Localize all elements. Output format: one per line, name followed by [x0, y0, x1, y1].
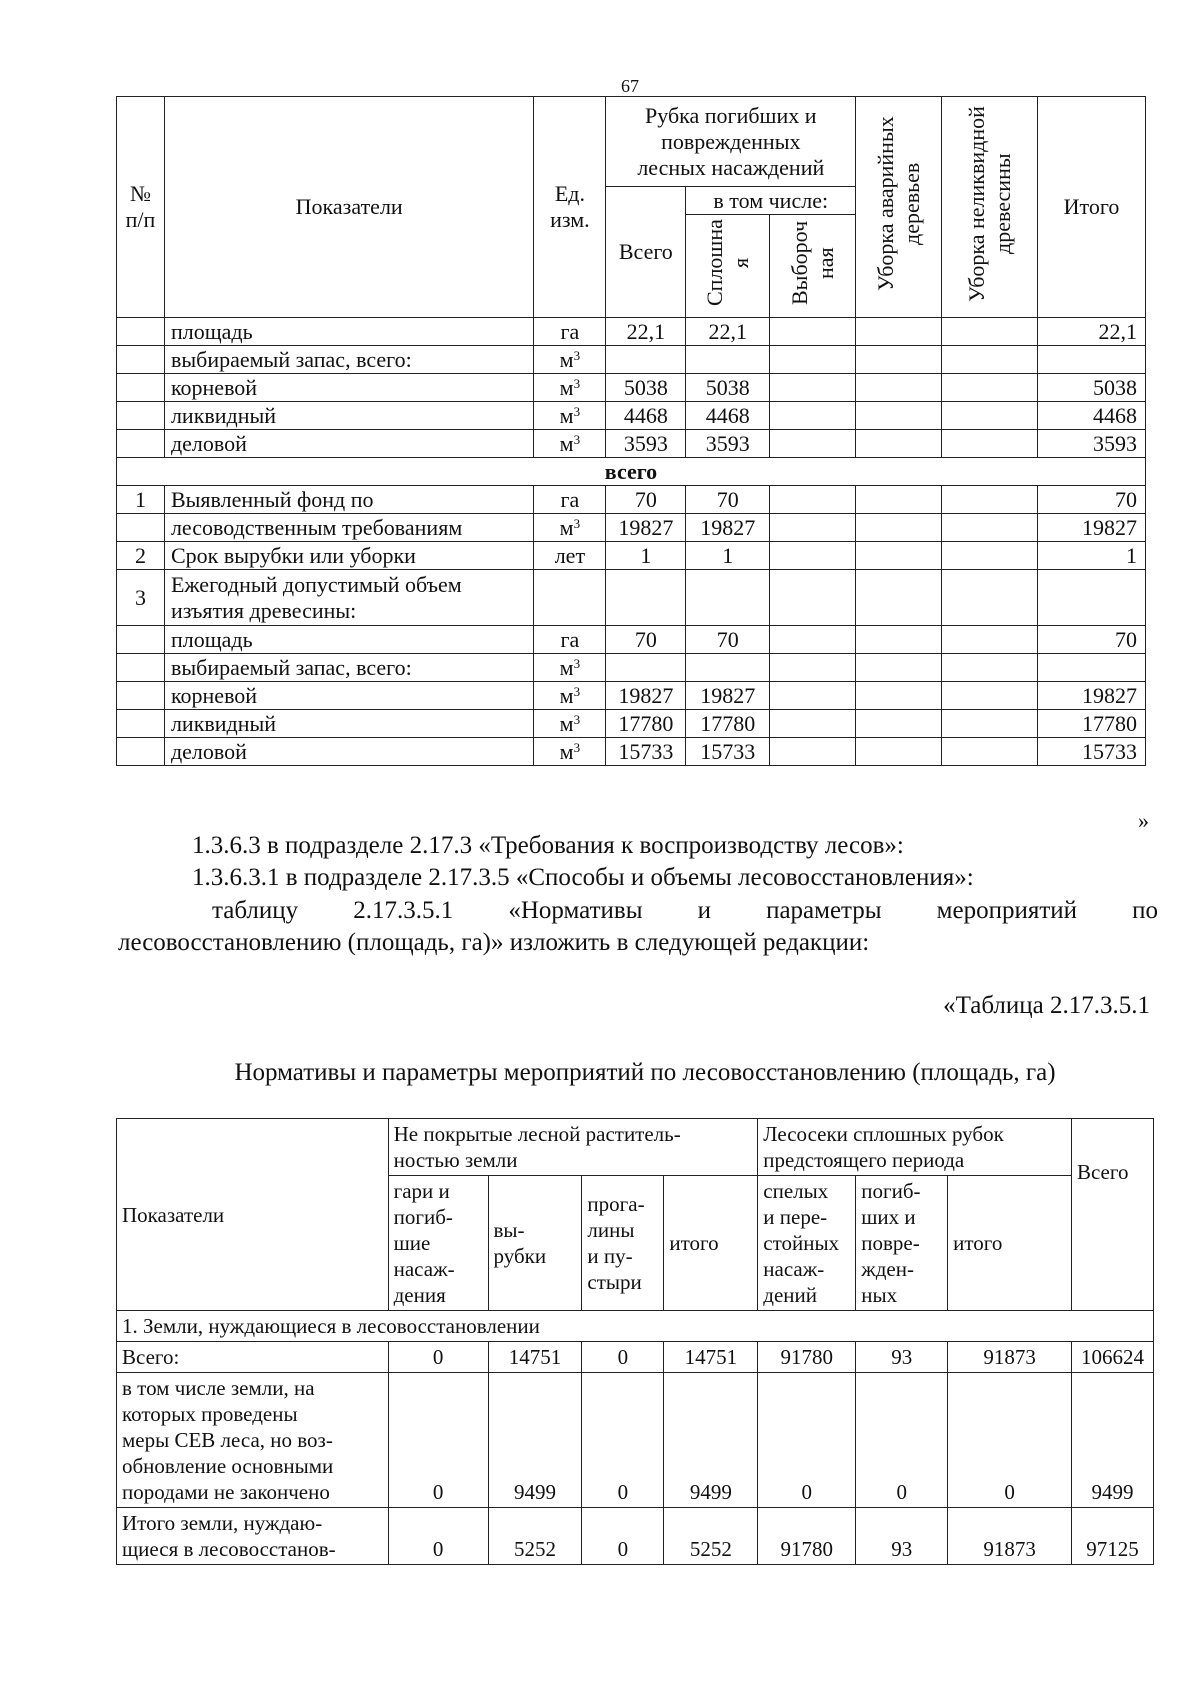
cell-illiquid: [942, 682, 1038, 710]
cell-itogo: 22,1: [1038, 318, 1146, 346]
row-value: 106624: [1071, 1342, 1153, 1373]
row-unit: га: [534, 626, 606, 654]
row-value: 0: [582, 1373, 664, 1508]
cell-itogo: [1038, 346, 1146, 374]
row-value: 97125: [1071, 1508, 1153, 1565]
cell-illiquid: [942, 318, 1038, 346]
header-indicators: Показатели: [117, 1119, 389, 1311]
paragraph-word: по: [1132, 897, 1158, 924]
cell-illiquid: [942, 430, 1038, 458]
cell-clear: 70: [686, 626, 770, 654]
cell-total-sub: [606, 346, 686, 374]
cell-total-sub: 17780: [606, 710, 686, 738]
header-total: Всего: [1071, 1119, 1153, 1311]
row-label: выбираемый запас, всего:: [164, 346, 533, 374]
table-row: [117, 1373, 1154, 1508]
row-value: 0: [388, 1342, 488, 1373]
cell-clear: 15733: [686, 738, 770, 766]
cell-illiquid: [942, 654, 1038, 682]
row-value: 5252: [488, 1508, 582, 1565]
section-lands: 1. Земли, нуждающиеся в лесовосстановлении: [117, 1311, 1154, 1342]
row-label: в том числе земли, на которых проведены меры СЕВ леса, но воз- обновление основными породами не закончено: [117, 1373, 389, 1508]
row-number: [117, 346, 165, 374]
cell-total-sub: 19827: [606, 682, 686, 710]
cell-total-sub: 3593: [606, 430, 686, 458]
row-value: 0: [582, 1342, 664, 1373]
cell-illiquid: [942, 346, 1038, 374]
table-row: [117, 682, 1146, 710]
unit-superscript: 3: [573, 739, 581, 755]
cell-selective: [770, 710, 856, 738]
table-row: [117, 374, 1146, 402]
header-cuttings: Лесосеки сплошных рубок предстоящего периода: [758, 1119, 1072, 1176]
row-unit: $м^3$: [534, 738, 606, 766]
paragraph-2: 1.3.6.3.1 в подразделе 2.17.3.5 «Способы и объемы лесовосстановления»:: [192, 864, 974, 891]
paragraph-word: таблицу: [212, 897, 299, 924]
row-value: 0: [758, 1373, 856, 1508]
cell-illiquid: [942, 514, 1038, 542]
cell-selective: [770, 542, 856, 570]
cell-clear: 22,1: [686, 318, 770, 346]
cell-illiquid: [942, 486, 1038, 514]
header-mature: спелых и пере- стойных насаж- дений: [758, 1176, 856, 1311]
row-value: 91780: [758, 1508, 856, 1565]
cell-selective: [770, 626, 856, 654]
unit-superscript: 3: [573, 515, 581, 531]
cell-illiquid: [942, 374, 1038, 402]
paragraph-word: параметры: [766, 897, 882, 924]
table-row: [117, 710, 1146, 738]
row-unit: $м^3$: [534, 346, 606, 374]
table-row: [117, 318, 1146, 346]
header-glades: прога- лины и пу- стыри: [582, 1176, 664, 1311]
cell-emergency: [856, 514, 942, 542]
cell-total-sub: 70: [606, 486, 686, 514]
row-number: [117, 430, 165, 458]
row-number: 3: [117, 570, 165, 626]
unit-superscript: 3: [573, 347, 581, 363]
paragraph-3: [212, 895, 1158, 927]
cell-selective: [770, 430, 856, 458]
cell-itogo: [1038, 654, 1146, 682]
table-title: Нормативы и параметры мероприятий по лесовосстановлению (площадь, га): [234, 1059, 1056, 1086]
unit-superscript: 3: [573, 403, 581, 419]
row-number: [117, 374, 165, 402]
table-row: [117, 430, 1146, 458]
cell-itogo: 17780: [1038, 710, 1146, 738]
row-number: [117, 682, 165, 710]
row-unit: $м^3$: [534, 430, 606, 458]
header-indicators: Показатели: [164, 97, 533, 318]
table-row: [117, 542, 1146, 570]
cell-emergency: [856, 402, 942, 430]
cell-itogo: 70: [1038, 486, 1146, 514]
header-illiquid: Уборка неликвидной древесины: [942, 97, 1038, 318]
cell-selective: [770, 486, 856, 514]
felling-table: [116, 96, 1146, 766]
cell-total-sub: 15733: [606, 738, 686, 766]
cell-clear: [686, 654, 770, 682]
row-value: 0: [856, 1373, 948, 1508]
row-label: лесоводственным требованиям: [164, 514, 533, 542]
row-unit: $м^3$: [534, 374, 606, 402]
cell-emergency: [856, 626, 942, 654]
paragraph-word: 2.17.3.5.1: [353, 897, 454, 924]
row-number: [117, 318, 165, 346]
closing-quote: »: [1138, 808, 1149, 833]
unit-superscript: 3: [573, 711, 581, 727]
header-cutover: вы- рубки: [488, 1176, 582, 1311]
cell-clear: 3593: [686, 430, 770, 458]
cell-emergency: [856, 682, 942, 710]
unit-superscript: 3: [573, 431, 581, 447]
row-unit: $м^3$: [534, 514, 606, 542]
header-not-covered: Не покрытые лесной раститель- ностью земли: [388, 1119, 758, 1176]
page-number: 67: [621, 76, 639, 96]
row-value: 91873: [948, 1342, 1072, 1373]
cell-itogo: 70: [1038, 626, 1146, 654]
header-itogo: Итого: [1038, 97, 1146, 318]
row-unit: га: [534, 486, 606, 514]
row-value: 0: [948, 1373, 1072, 1508]
cell-total-sub: [606, 654, 686, 682]
cell-clear: 4468: [686, 402, 770, 430]
header-selective: Выбороч ная: [770, 215, 856, 318]
table-row: [117, 570, 1146, 626]
cell-illiquid: [942, 542, 1038, 570]
table-row: [117, 1508, 1154, 1565]
table-row: [117, 1342, 1154, 1373]
cell-emergency: [856, 318, 942, 346]
cell-illiquid: [942, 738, 1038, 766]
paragraph-1: 1.3.6.3 в подразделе 2.17.3 «Требования к воспроизводству лесов»:: [192, 832, 904, 859]
table-reference: «Таблица 2.17.3.5.1: [943, 992, 1150, 1019]
cell-clear: [686, 570, 770, 626]
unit-superscript: 3: [573, 655, 581, 671]
row-number: [117, 514, 165, 542]
table-row: [117, 346, 1146, 374]
cell-clear: 19827: [686, 682, 770, 710]
cell-itogo: 19827: [1038, 514, 1146, 542]
row-label: Всего:: [117, 1342, 389, 1373]
header-total-sub: Всего: [606, 187, 686, 318]
cell-itogo: [1038, 570, 1146, 626]
row-value: 0: [582, 1508, 664, 1565]
row-value: 91873: [948, 1508, 1072, 1565]
cell-total-sub: 1: [606, 542, 686, 570]
cell-total-sub: [606, 570, 686, 626]
row-label: Ежегодный допустимый объем изъятия древесины:: [164, 570, 533, 626]
cell-total-sub: 4468: [606, 402, 686, 430]
cell-clear: 19827: [686, 514, 770, 542]
header-cutting-group: Рубка погибших и поврежденных лесных насаждений: [606, 97, 856, 187]
row-label: корневой: [164, 682, 533, 710]
table-row: [117, 654, 1146, 682]
cell-clear: 17780: [686, 710, 770, 738]
cell-emergency: [856, 710, 942, 738]
cell-selective: [770, 514, 856, 542]
cell-itogo: 3593: [1038, 430, 1146, 458]
row-value: 14751: [488, 1342, 582, 1373]
cell-clear: 1: [686, 542, 770, 570]
table-row: [117, 738, 1146, 766]
cell-emergency: [856, 738, 942, 766]
row-number: [117, 626, 165, 654]
cell-emergency: [856, 346, 942, 374]
cell-selective: [770, 374, 856, 402]
row-number: [117, 654, 165, 682]
table-row: [117, 626, 1146, 654]
cell-itogo: 4468: [1038, 402, 1146, 430]
cell-selective: [770, 346, 856, 374]
cell-emergency: [856, 430, 942, 458]
cell-emergency: [856, 486, 942, 514]
unit-superscript: 3: [573, 375, 581, 391]
row-label: корневой: [164, 374, 533, 402]
header-emergency: Уборка аварийных деревьев: [856, 97, 942, 318]
row-value: 91780: [758, 1342, 856, 1373]
cell-itogo: 15733: [1038, 738, 1146, 766]
paragraph-word: «Нормативы: [508, 897, 643, 924]
row-unit: $м^3$: [534, 710, 606, 738]
row-value: 9499: [664, 1373, 758, 1508]
row-number: [117, 402, 165, 430]
row-label: Срок вырубки или уборки: [164, 542, 533, 570]
paragraph-4: лесовосстановлению (площадь, га)» изложить в следующей редакции:: [118, 929, 870, 956]
cell-illiquid: [942, 402, 1038, 430]
unit-superscript: 3: [573, 683, 581, 699]
row-label: выбираемый запас, всего:: [164, 654, 533, 682]
header-itogo-2: итого: [948, 1176, 1072, 1311]
row-label: площадь: [164, 318, 533, 346]
paragraph-word: мероприятий: [936, 897, 1078, 924]
cell-selective: [770, 654, 856, 682]
row-label: площадь: [164, 626, 533, 654]
row-label: деловой: [164, 738, 533, 766]
cell-illiquid: [942, 626, 1038, 654]
row-number: [117, 738, 165, 766]
row-value: 93: [856, 1342, 948, 1373]
row-value: 9499: [488, 1373, 582, 1508]
row-label: ликвидный: [164, 402, 533, 430]
paragraph-word: и: [697, 897, 711, 924]
row-value: 5252: [664, 1508, 758, 1565]
cell-emergency: [856, 542, 942, 570]
header-dead: погиб- ших и повре- жден- ных: [856, 1176, 948, 1311]
cell-total-sub: 5038: [606, 374, 686, 402]
cell-clear: 5038: [686, 374, 770, 402]
cell-emergency: [856, 570, 942, 626]
header-num: № п/п: [117, 97, 165, 318]
cell-selective: [770, 682, 856, 710]
cell-selective: [770, 738, 856, 766]
row-label: Итого земли, нуждаю- щиеся в лесовосстанов-: [117, 1508, 389, 1565]
row-value: 0: [388, 1373, 488, 1508]
row-label: Выявленный фонд по: [164, 486, 533, 514]
row-unit: $м^3$: [534, 654, 606, 682]
header-including: в том числе:: [686, 187, 856, 215]
table-row: [117, 486, 1146, 514]
cell-illiquid: [942, 570, 1038, 626]
cell-selective: [770, 402, 856, 430]
row-label: деловой: [164, 430, 533, 458]
row-number: 2: [117, 542, 165, 570]
cell-selective: [770, 318, 856, 346]
row-unit: $м^3$: [534, 402, 606, 430]
row-value: 93: [856, 1508, 948, 1565]
row-unit: га: [534, 318, 606, 346]
cell-clear: [686, 346, 770, 374]
cell-emergency: [856, 374, 942, 402]
row-unit: $м^3$: [534, 682, 606, 710]
section-total: всего: [117, 458, 1146, 486]
header-burnt: гари и погиб- шие насаж- дения: [388, 1176, 488, 1311]
cell-itogo: 1: [1038, 542, 1146, 570]
header-itogo-1: итого: [664, 1176, 758, 1311]
row-unit: лет: [534, 542, 606, 570]
cell-total-sub: 19827: [606, 514, 686, 542]
row-value: 14751: [664, 1342, 758, 1373]
table-row: [117, 402, 1146, 430]
cell-emergency: [856, 654, 942, 682]
row-value: 9499: [1071, 1373, 1153, 1508]
cell-selective: [770, 570, 856, 626]
cell-total-sub: 22,1: [606, 318, 686, 346]
table-row: [117, 514, 1146, 542]
row-value: 0: [388, 1508, 488, 1565]
cell-illiquid: [942, 710, 1038, 738]
cell-clear: 70: [686, 486, 770, 514]
row-number: [117, 710, 165, 738]
cell-itogo: 19827: [1038, 682, 1146, 710]
header-clear: Сплошна я: [686, 215, 770, 318]
row-label: ликвидный: [164, 710, 533, 738]
reforestation-table: [116, 1118, 1154, 1565]
row-unit: [534, 570, 606, 626]
cell-total-sub: 70: [606, 626, 686, 654]
cell-itogo: 5038: [1038, 374, 1146, 402]
header-unit: Ед. изм.: [534, 97, 606, 318]
row-number: 1: [117, 486, 165, 514]
